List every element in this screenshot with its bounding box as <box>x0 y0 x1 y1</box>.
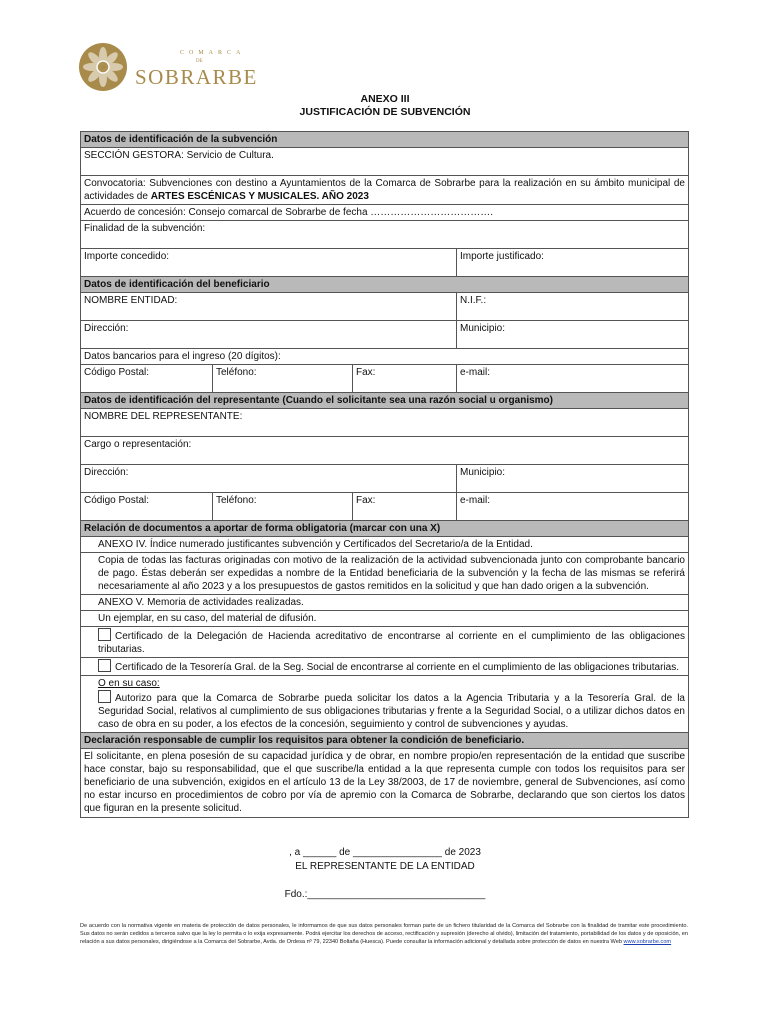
hacienda-checkbox[interactable] <box>98 628 111 641</box>
representative-municipio-field[interactable]: Municipio: <box>457 465 689 493</box>
logo-name-text: SOBRARBE <box>135 65 258 89</box>
postal-code-field[interactable]: Código Postal: <box>81 365 213 393</box>
nif-field[interactable]: N.I.F.: <box>457 293 689 321</box>
justification-form <box>80 131 689 818</box>
importe-concedido-field[interactable]: Importe concedido: <box>81 249 457 277</box>
document-item-anexo-v[interactable]: ANEXO V. Memoria de actividades realizadas. <box>81 595 689 611</box>
representative-postal-code-field[interactable]: Código Postal: <box>81 493 213 521</box>
o-en-su-caso-label: O en su caso: <box>98 678 160 689</box>
flower-emblem-icon <box>79 43 127 91</box>
signature-representative-label: EL REPRESENTANTE DE LA ENTIDAD <box>295 861 475 872</box>
document-item-autorizo <box>81 676 689 733</box>
direccion-field[interactable]: Dirección: <box>81 321 457 349</box>
entidad-name-field[interactable]: NOMBRE ENTIDAD: <box>81 293 457 321</box>
section-representative-heading: Datos de identificación del representante (Cuando el solicitante sea una razón social u organismo) <box>81 393 689 409</box>
document-item-facturas[interactable]: Copia de todas las facturas originadas con motivo de la realización de la actividad subvencionada junto con comprobante bancario de pago. Éstas deberán ser expedidas a nombre de la Entidad beneficiaria de la subvención y la fecha de las mismas se referirá necesariamente al año 2023 y a los presupuestos de gastos remitidos en la solicitud y que han dado origen a la subvención. <box>81 553 689 595</box>
data-protection-text: De acuerdo con la normativa vigente en materia de protección de datos personales, le informamos de que sus datos personales forman parte de un fichero titularidad de la Comarca del Sobrarbe con la finalidad de tramitar este procedimiento. Sus datos no serán cedidos a terceros salvo que la ley lo permita o lo exija expresamente. Podrá ejercitar los derechos de acceso, rectificación y supresión (derecho al olvido), limitación del tratamiento, portabilidad de los datos y de oposición, en relación a sus datos personales, dirigiéndose a la Comarca del Sobrarbe, Avda. de Ordesa nº 79, 22340 Boltaña (Huesca). Puede consultar la información adicional y detallada sobre protección de datos en nuestra Web <box>80 923 688 946</box>
convocatoria-text: Convocatoria: Subvenciones con destino a Ayuntamientos de la Comarca de Sobrarbe para la realización en su ámbito municipal de actividades de <box>84 178 685 202</box>
phone-field[interactable]: Teléfono: <box>213 365 353 393</box>
logo-comarca-text: COMARCA <box>180 50 246 56</box>
importe-justificado-field[interactable]: Importe justificado: <box>457 249 689 277</box>
data-protection-notice <box>80 922 688 947</box>
document-item-anexo-iv[interactable]: ANEXO IV. Índice numerado justificantes subvención y Certificados del Secretario/a de la Entidad. <box>81 537 689 553</box>
declaration-text: El solicitante, en plena posesión de su capacidad jurídica y de obrar, en nombre propio/en representación de la entidad que suscribe hace constar, bajo su responsabilidad, que el que suscribe/la entidad a la que representa cumple con todos los requisitos para ser beneficiario de una subvención, exigidos en el artículo 13 de la Ley 38/2003, de 17 de noviembre, general de Subvenciones, así como no estar incurso en procedimientos de cobro por vía de apremio con la Comarca de Sobrarbe, declarando que son ciertos los datos que figuran en la presente solicitud. <box>81 749 689 818</box>
website-link[interactable]: www.sobrarbe.com <box>623 939 672 946</box>
logo-de-text: DE <box>196 59 203 64</box>
representative-name-field[interactable]: NOMBRE DEL REPRESENTANTE: <box>81 409 689 437</box>
autorizo-label: Autorizo para que la Comarca de Sobrarbe pueda solicitar los datos a la Agencia Tributaria y a la Tesorería Gral. de la Seguridad Social, relativos al cumplimiento de sus obligaciones tributarias y frente a la Seguridad Social, o a utilizar dichos datos en caso de obra en su poder, a los efectos de la concesión, seguimiento y control de subvenciones y ayudas. <box>98 693 685 730</box>
representative-email-field[interactable]: e-mail: <box>457 493 689 521</box>
signature-date-line[interactable]: , a ______ de ________________ de 2023 <box>289 847 481 858</box>
section-documents-heading: Relación de documentos a aportar de forma obligatoria (marcar con una X) <box>81 521 689 537</box>
representative-phone-field[interactable]: Teléfono: <box>213 493 353 521</box>
seg-social-label: Certificado de la Tesorería Gral. de la Seg. Social de encontrarse al corriente en el cumplimiento de las obligaciones tributarias. <box>115 662 680 673</box>
section-subsidy-heading: Datos de identificación de la subvención <box>81 132 689 148</box>
finalidad-field[interactable]: Finalidad de la subvención: <box>81 221 689 249</box>
signature-line[interactable]: Fdo.:________________________________ <box>284 889 486 900</box>
section-declaration-heading: Declaración responsable de cumplir los requisitos para obtener la condición de beneficiario. <box>81 733 689 749</box>
hacienda-label: Certificado de la Delegación de Hacienda acreditativo de encontrarse al corriente en el cumplimiento de las obligaciones tributarias. <box>98 631 685 655</box>
document-item-material-difusion[interactable]: Un ejemplar, en su caso, del material de difusión. <box>81 611 689 627</box>
convocatoria-bold: ARTES ESCÉNICAS Y MUSICALES. AÑO 2023 <box>150 191 369 202</box>
cargo-field[interactable]: Cargo o representación: <box>81 437 689 465</box>
seccion-gestora: SECCIÓN GESTORA: Servicio de Cultura. <box>81 148 689 176</box>
seg-social-checkbox[interactable] <box>98 659 111 672</box>
convocatoria-field <box>81 176 689 205</box>
document-item-seg-social <box>81 658 689 676</box>
acuerdo-field[interactable]: Acuerdo de concesión: Consejo comarcal de Sobrarbe de fecha ………………………………. <box>81 205 689 221</box>
representative-direccion-field[interactable]: Dirección: <box>81 465 457 493</box>
bank-data-field[interactable]: Datos bancarios para el ingreso (20 dígitos): <box>81 349 689 365</box>
annex-number: ANEXO III <box>360 93 410 105</box>
document-title: JUSTIFICACIÓN DE SUBVENCIÓN <box>299 106 471 118</box>
section-beneficiary-heading: Datos de identificación del beneficiario <box>81 277 689 293</box>
comarca-sobrarbe-logo <box>78 42 278 92</box>
document-item-hacienda <box>81 627 689 658</box>
email-field[interactable]: e-mail: <box>457 365 689 393</box>
fax-field[interactable]: Fax: <box>353 365 457 393</box>
autorizo-checkbox[interactable] <box>98 690 111 703</box>
representative-fax-field[interactable]: Fax: <box>353 493 457 521</box>
municipio-field[interactable]: Municipio: <box>457 321 689 349</box>
